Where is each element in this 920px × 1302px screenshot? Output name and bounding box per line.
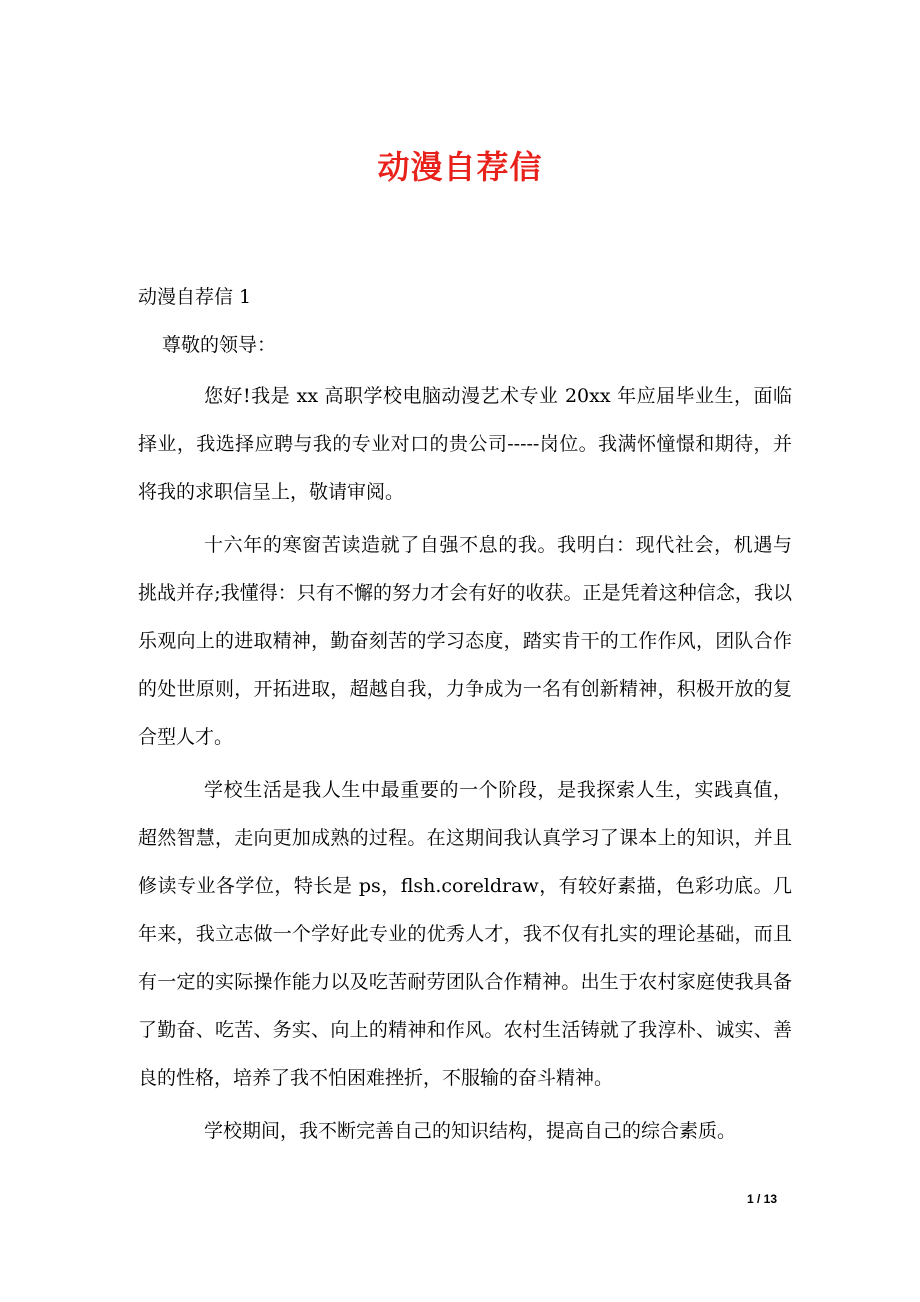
- paragraph-4: 学校期间，我不断完善自己的知识结构，提高自己的综合素质。: [204, 1120, 737, 1142]
- letter-body: [138, 372, 792, 1160]
- page-number: 1 / 13: [747, 1192, 778, 1206]
- section-heading: 动漫自荐信 1: [138, 286, 252, 308]
- salutation: 尊敬的领导：: [162, 334, 277, 356]
- paragraph-3: 学校生活是我人生中最重要的一个阶段，是我探索人生，实践真值，超然智慧，走向更加成熟的过程。在这期间我认真学习了课本上的知识，并且修读专业各学位，特长是 ps，flsh.coreldraw，有较好素描，色彩功底。几年来，我立志做一个学好此专业的优秀人才，我不仅有扎实的理论基础，而且有一定的实际操作能力以及吃苦耐劳团队合作精神。出生于农村家庭使我具备了勤奋、吃苦、务实、向上的精神和作风。农村生活铸就了我淳朴、诚实、善良的性格，培养了我不怕困难挫折，不服输的奋斗精神。: [138, 779, 792, 1089]
- document-title: 动漫自荐信: [377, 148, 543, 186]
- paragraph-1: 您好!我是 xx 高职学校电脑动漫艺术专业 20xx 年应届毕业生，面临择业，我选择应聘与我的专业对口的贵公司-----岗位。我满怀憧憬和期待，并将我的求职信呈上，敬请审阅。: [138, 385, 792, 503]
- paragraph-2: 十六年的寒窗苦读造就了自强不息的我。我明白：现代社会，机遇与挑战并存;我懂得：只有不懈的努力才会有好的收获。正是凭着这种信念，我以乐观向上的进取精神，勤奋刻苦的学习态度，踏实肯干的工作作风，团队合作的处世原则，开拓进取，超越自我，力争成为一名有创新精神，积极开放的复合型人才。: [138, 534, 792, 748]
